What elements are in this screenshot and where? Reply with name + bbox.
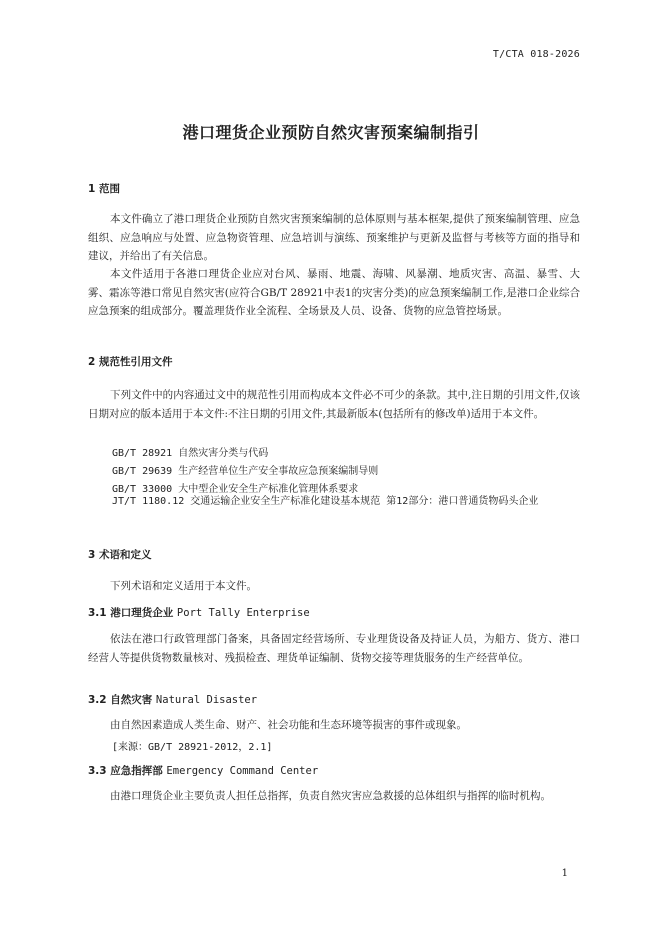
term-heading-natural-disaster [88,692,257,707]
term-number: 3.2 [88,694,107,706]
term-definition: 由自然因素造成人类生命、财产、社会功能和生态环境等损害的事件或现象。 [110,719,468,731]
document-id: T/CTA 018-2026 [492,49,580,60]
scope-paragraph-1: 本文件确立了港口理货企业预防自然灾害预案编制的总体原则与基本框架,提供了预案编制管理、应急组织、应急响应与处置、应急物资管理、应急培训与演练、预案维护与更新及监督与考核等方面的指导和建议，并给出了有关信息。 [88,213,580,262]
page-number: 1 [561,868,568,879]
reference-item: GB/T 29639 生产经营单位生产安全事故应急预案编制导则 [112,466,379,477]
term-english: Emergency Command Center [166,765,319,777]
term-definition: 依法在港口行政管理部门备案，具备固定经营场所、专业理货设备及持证人员，为船方、货方、港口经营人等提供货物数量核对、残损检查、理货单证编制、货物交接等理货服务的生产经营单位。 [88,633,580,664]
term-chinese: 应急指挥部 [110,765,163,777]
term-english: Natural Disaster [155,694,258,706]
term-number: 3.3 [88,765,107,777]
section-heading-terms: 3 术语和定义 [88,549,152,561]
references-intro: 下列文件中的内容通过文中的规范性引用而构成本文件必不可少的条款。其中,注日期的引用文件,仅该日期对应的版本适用于本文件:不注日期的引用文件,其最新版本(包括所有的修改单)适用于本文件。 [88,389,580,420]
term-english: Port Tally Enterprise [176,607,310,619]
reference-item: GB/T 33000 大中型企业安全生产标准化管理体系要求 [112,484,359,495]
term-number: 3.1 [88,607,107,619]
term-definition: 由港口理货企业主要负责人担任总指挥，负责自然灾害应急救援的总体组织与指挥的临时机构。 [110,790,552,802]
term-heading-port-tally-enterprise [88,605,310,620]
terms-intro: 下列术语和定义适用于本文件。 [110,580,258,592]
section-heading-scope: 1 范围 [88,183,120,195]
reference-item: JT/T 1180.12 交通运输企业安全生产标准化建设基本规范 第12部分：港口普通货物码头企业 [112,496,539,507]
term-chinese: 自然灾害 [110,694,153,706]
section-heading-normative-references: 2 规范性引用文件 [88,356,173,368]
term-heading-emergency-command-center [88,763,318,778]
scope-paragraph-2: 本文件适用于各港口理货企业应对台风、暴雨、地震、海啸、风暴潮、地质灾害、高温、暴雪、大雾、霜冻等港口常见自然灾害(应符合GB/T 28921中表1的灾害分类)的应急预案编制工作,是港口企业综合应急预案的组成部分。覆盖理货作业全流程、全场景及人员、设备、货物的应急管控场景。 [88,268,580,317]
term-chinese: 港口理货企业 [110,607,174,619]
term-source: [来源：GB/T 28921-2012，2.1] [112,742,273,753]
document-title: 港口理货企业预防自然灾害预案编制指引 [182,123,480,142]
reference-item: GB/T 28921 自然灾害分类与代码 [112,448,269,459]
